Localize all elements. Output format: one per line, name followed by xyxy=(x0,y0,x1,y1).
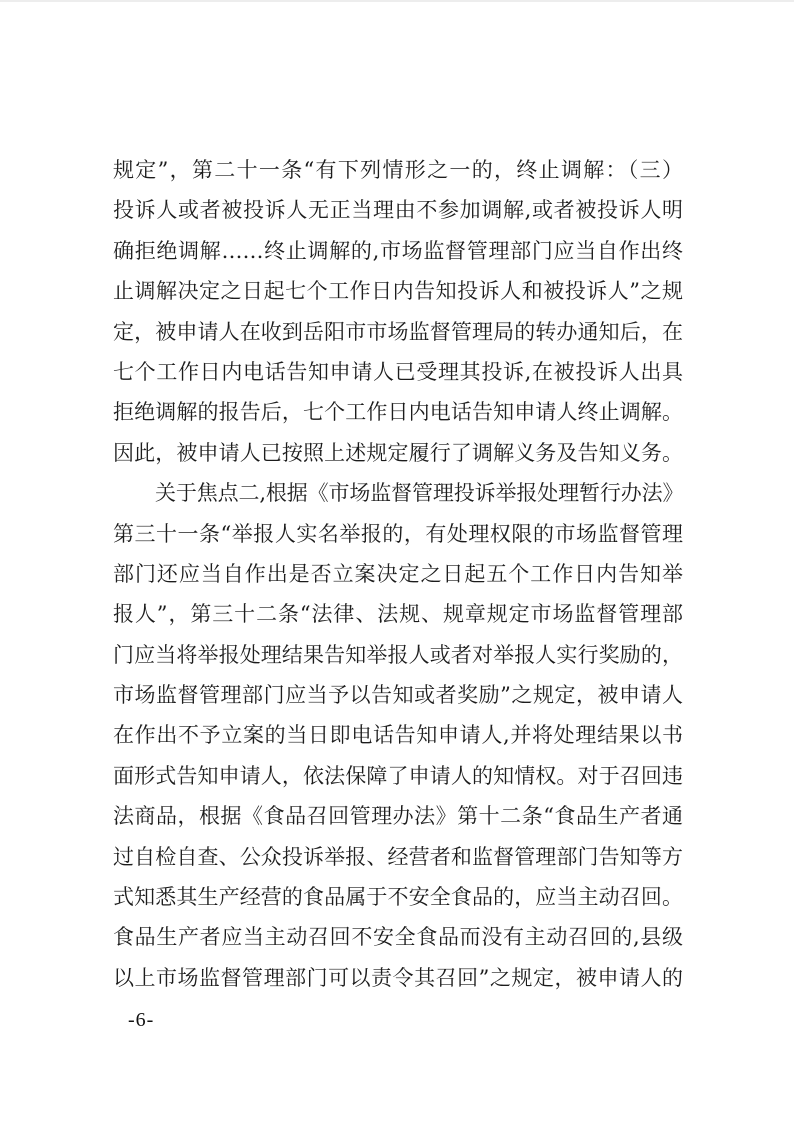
text-line: 第三十一条“举报人实名举报的，有处理权限的市场监督管理 xyxy=(113,521,683,546)
text-line: 投诉人或者被投诉人无正当理由不参加调解,或者被投诉人明 xyxy=(113,198,683,223)
paragraph-start-line: 关于焦点二,根据《市场监督管理投诉举报处理暂行办法》 xyxy=(155,481,683,506)
text-line: 因此，被申请人已按照上述规定履行了调解义务及告知义务。 xyxy=(113,440,683,465)
text-line: 门应当将举报处理结果告知举报人或者对举报人实行奖励的， xyxy=(113,642,683,667)
text-line: 式知悉其生产经营的食品属于不安全食品的，应当主动召回。 xyxy=(113,885,683,910)
document-body xyxy=(113,150,683,998)
text-line: 确拒绝调解……终止调解的,市场监督管理部门应当自作出终 xyxy=(113,238,683,263)
text-line: 在作出不予立案的当日即电话告知申请人,并将处理结果以书 xyxy=(113,723,683,748)
text-line: 以上市场监督管理部门可以责令其召回”之规定，被申请人的 xyxy=(113,965,683,990)
text-line: 法商品，根据《食品召回管理办法》第十二条“食品生产者通 xyxy=(113,804,683,829)
text-line: 过自检自查、公众投诉举报、经营者和监督管理部门告知等方 xyxy=(113,844,683,869)
scan-edge-line xyxy=(0,0,794,2)
text-line: 拒绝调解的报告后，七个工作日内电话告知申请人终止调解。 xyxy=(113,400,683,425)
text-line: 规定”，第二十一条“有下列情形之一的，终止调解：（三） xyxy=(113,158,683,182)
text-line: 面形式告知申请人，依法保障了申请人的知情权。对于召回违 xyxy=(113,763,683,788)
text-line: 七个工作日内电话告知申请人已受理其投诉,在被投诉人出具 xyxy=(113,359,683,384)
text-line: 部门还应当自作出是否立案决定之日起五个工作日内告知举 xyxy=(113,561,683,586)
page-number: -6- xyxy=(128,1009,155,1031)
text-line: 止调解决定之日起七个工作日内告知投诉人和被投诉人”之规 xyxy=(113,279,683,304)
text-line: 定，被申请人在收到岳阳市市场监督管理局的转办通知后，在 xyxy=(113,319,683,344)
text-line: 报人”，第三十二条“法律、法规、规章规定市场监督管理部 xyxy=(113,602,683,627)
text-line: 市场监督管理部门应当予以告知或者奖励”之规定，被申请人 xyxy=(113,683,683,708)
text-line: 食品生产者应当主动召回不安全食品而没有主动召回的,县级 xyxy=(113,925,683,950)
